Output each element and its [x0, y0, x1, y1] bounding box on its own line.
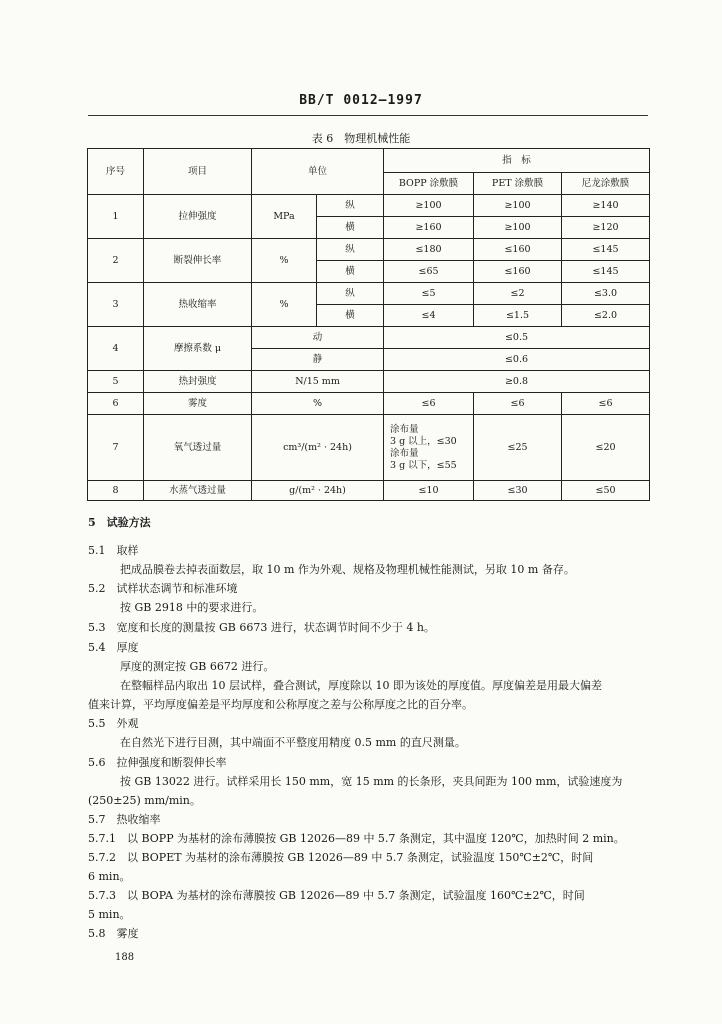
row-direction: 纵: [317, 283, 384, 305]
physical-properties-table: [87, 148, 650, 501]
row-item: 摩擦系数 μ: [144, 327, 252, 371]
cell-bopp: ≥100: [384, 195, 474, 217]
cell-bopp: ≤65: [384, 261, 474, 283]
cell-bopp: ≤5: [384, 283, 474, 305]
table-row: [88, 239, 650, 261]
cell-value: ≤0.5: [384, 327, 650, 349]
row-item: 雾度: [144, 393, 252, 415]
table-row: [88, 371, 650, 393]
subsection-heading: 5.5 外观: [88, 717, 139, 730]
row-no: 4: [88, 327, 144, 371]
row-no: 5: [88, 371, 144, 393]
paragraph: 5.7.2 以 BOPET 为基材的涂布薄膜按 GB 12026—89 中 5.7 条测定，试验温度 150℃±2℃，时间: [88, 851, 594, 864]
cell-nylon: ≤145: [562, 261, 650, 283]
page-number: 188: [115, 952, 135, 963]
header-unit: 单位: [252, 149, 384, 195]
row-no: 8: [88, 481, 144, 501]
header-indicator: 指 标: [384, 149, 650, 173]
cell-pet: ≤160: [474, 261, 562, 283]
row-no: 3: [88, 283, 144, 327]
subsection-heading: 5.2 试样状态调节和标准环境: [88, 582, 238, 595]
standard-header: BB/T 0012—1997: [299, 93, 423, 108]
table-row: [88, 283, 650, 305]
cell-pet: ≤6: [474, 393, 562, 415]
paragraph: 按 GB 13022 进行。试样采用长 150 mm，宽 15 mm 的长条形，夹具间距为 100 mm，试验速度为: [120, 775, 623, 788]
cell-pet: ≥100: [474, 195, 562, 217]
subsection-heading: 5.6 拉伸强度和断裂伸长率: [88, 756, 227, 769]
row-item: 热封强度: [144, 371, 252, 393]
coating-line: 涂布量: [390, 447, 419, 459]
subsection-heading: 5.1 取样: [88, 544, 139, 557]
table-row: [88, 393, 650, 415]
section-heading: 5 试验方法: [88, 516, 151, 529]
cell-nylon: ≥120: [562, 217, 650, 239]
row-unit: cm³/(m² · 24h): [252, 415, 384, 481]
paragraph: 厚度的测定按 GB 6672 进行。: [120, 660, 275, 673]
row-direction: 横: [317, 261, 384, 283]
table-row: [88, 415, 650, 481]
row-unit: %: [252, 283, 317, 327]
paragraph: 在整幅样品内取出 10 层试样，叠合测试，厚度除以 10 即为该处的厚度值。厚度偏差是用最大偏差: [120, 679, 602, 692]
cell-pet: ≤160: [474, 239, 562, 261]
row-direction: 纵: [317, 239, 384, 261]
header-nylon: 尼龙涂敷膜: [562, 173, 650, 195]
cell-pet: ≤2: [474, 283, 562, 305]
header-rule: [88, 115, 648, 116]
paragraph: 在自然光下进行目测，其中端面不平整度用精度 0.5 mm 的直尺测量。: [120, 736, 466, 749]
row-no: 6: [88, 393, 144, 415]
row-item: 断裂伸长率: [144, 239, 252, 283]
paragraph: 按 GB 2918 中的要求进行。: [120, 601, 264, 614]
row-no: 1: [88, 195, 144, 239]
subsection-heading: 5.8 雾度: [88, 927, 139, 940]
coating-line: 3 g 以下，≤55: [390, 459, 457, 471]
paragraph: 6 min。: [88, 870, 131, 883]
cell-pet: ≥100: [474, 217, 562, 239]
paragraph: 5 min。: [88, 908, 131, 921]
subsection-heading: 5.4 厚度: [88, 641, 139, 654]
header-item: 项目: [144, 149, 252, 195]
coating-line: 涂布量: [390, 423, 419, 435]
row-unit: %: [252, 239, 317, 283]
cell-value: ≥0.8: [384, 371, 650, 393]
row-unit: N/15 mm: [252, 371, 384, 393]
cell-nylon: ≤3.0: [562, 283, 650, 305]
row-no: 2: [88, 239, 144, 283]
paragraph: 值来计算，平均厚度偏差是平均厚度和公称厚度之差与公称厚度之比的百分率。: [88, 698, 473, 711]
cell-bopp: ≤180: [384, 239, 474, 261]
cell-bopp: ≥160: [384, 217, 474, 239]
row-item: 拉伸强度: [144, 195, 252, 239]
paragraph: 5.7.3 以 BOPA 为基材的涂布薄膜按 GB 12026—89 中 5.7 条测定，试验温度 160℃±2℃，时间: [88, 889, 585, 902]
header-no: 序号: [88, 149, 144, 195]
cell-nylon: ≤6: [562, 393, 650, 415]
paragraph: 把成品膜卷去掉表面数层，取 10 m 作为外观、规格及物理机械性能测试，另取 10 m 备存。: [120, 563, 575, 576]
cell-nylon: ≤20: [562, 415, 650, 481]
row-item: 水蒸气透过量: [144, 481, 252, 501]
paragraph: (250±25) mm/min。: [88, 794, 201, 807]
row-subitem: 动: [252, 327, 384, 349]
table-caption: 表 6 物理机械性能: [311, 132, 411, 145]
subsection-heading: 5.7 热收缩率: [88, 813, 161, 826]
table-row: [88, 195, 650, 217]
cell-bopp: ≤4: [384, 305, 474, 327]
cell-nylon: ≥140: [562, 195, 650, 217]
cell-pet: ≤25: [474, 415, 562, 481]
header-bopp: BOPP 涂敷膜: [384, 173, 474, 195]
cell-nylon: ≤50: [562, 481, 650, 501]
cell-nylon: ≤145: [562, 239, 650, 261]
row-no: 7: [88, 415, 144, 481]
cell-pet: ≤1.5: [474, 305, 562, 327]
row-direction: 横: [317, 217, 384, 239]
cell-nylon: ≤2.0: [562, 305, 650, 327]
row-unit: MPa: [252, 195, 317, 239]
row-item: 氧气透过量: [144, 415, 252, 481]
row-direction: 横: [317, 305, 384, 327]
table-row: [88, 481, 650, 501]
row-direction: 纵: [317, 195, 384, 217]
cell-bopp: ≤6: [384, 393, 474, 415]
paragraph: 5.7.1 以 BOPP 为基材的涂布薄膜按 GB 12026—89 中 5.7 条测定，其中温度 120℃，加热时间 2 min。: [88, 832, 625, 845]
cell-value: ≤0.6: [384, 349, 650, 371]
row-unit: g/(m² · 24h): [252, 481, 384, 501]
subsection-heading: 5.3 宽度和长度的测量按 GB 6673 进行，状态调节时间不少于 4 h。: [88, 621, 435, 634]
row-item: 热收缩率: [144, 283, 252, 327]
row-subitem: 静: [252, 349, 384, 371]
row-unit: %: [252, 393, 384, 415]
cell-bopp: ≤10: [384, 481, 474, 501]
cell-pet: ≤30: [474, 481, 562, 501]
coating-line: 3 g 以上，≤30: [390, 435, 457, 447]
header-pet: PET 涂敷膜: [474, 173, 562, 195]
table-row: [88, 327, 650, 349]
cell-bopp: [384, 415, 474, 481]
